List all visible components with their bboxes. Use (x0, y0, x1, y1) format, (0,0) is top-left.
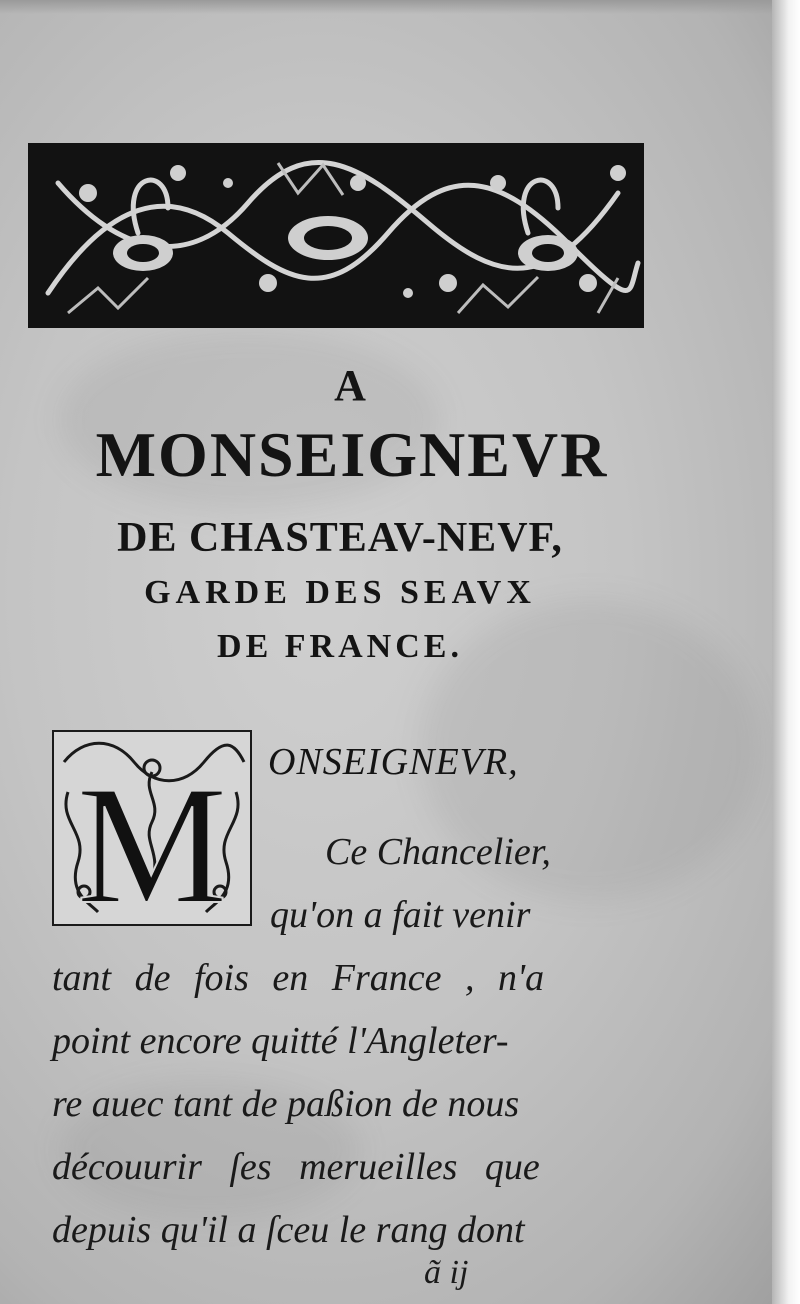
body-line: Ce Chancelier, (325, 831, 551, 873)
body-line: depuis qu'il a ſceu le rang dont (52, 1209, 525, 1251)
heading-line-monseigneur: MONSEIGNEVR (95, 419, 609, 490)
page-edge-right (772, 0, 800, 1304)
heading-line-chasteauneuf: DE CHASTEAV-NEVF, (117, 515, 563, 561)
body-line: re auec tant de paßion de nous (52, 1083, 520, 1125)
drop-cap-letter: M (76, 751, 228, 924)
body-line: tant de fois en France , n'a (52, 957, 545, 999)
heading-line-garde-des-seaux: GARDE DES SEAVX (144, 574, 536, 611)
salutation: ONSEIGNEVR, (268, 741, 519, 783)
floral-bird-woodcut-icon (28, 143, 644, 328)
floral-initial-frame-icon (52, 730, 252, 926)
page-shadow-top (0, 0, 800, 14)
body-line: point encore quitté l'Angleter- (52, 1020, 509, 1062)
signature-mark: ã ij (424, 1254, 469, 1291)
body-line: découurir ſes merueilles que (52, 1146, 540, 1188)
body-line: qu'on a fait venir (270, 894, 531, 936)
heading-line-de-france: DE FRANCE. (217, 628, 463, 665)
heading-line-a: A (334, 361, 366, 410)
